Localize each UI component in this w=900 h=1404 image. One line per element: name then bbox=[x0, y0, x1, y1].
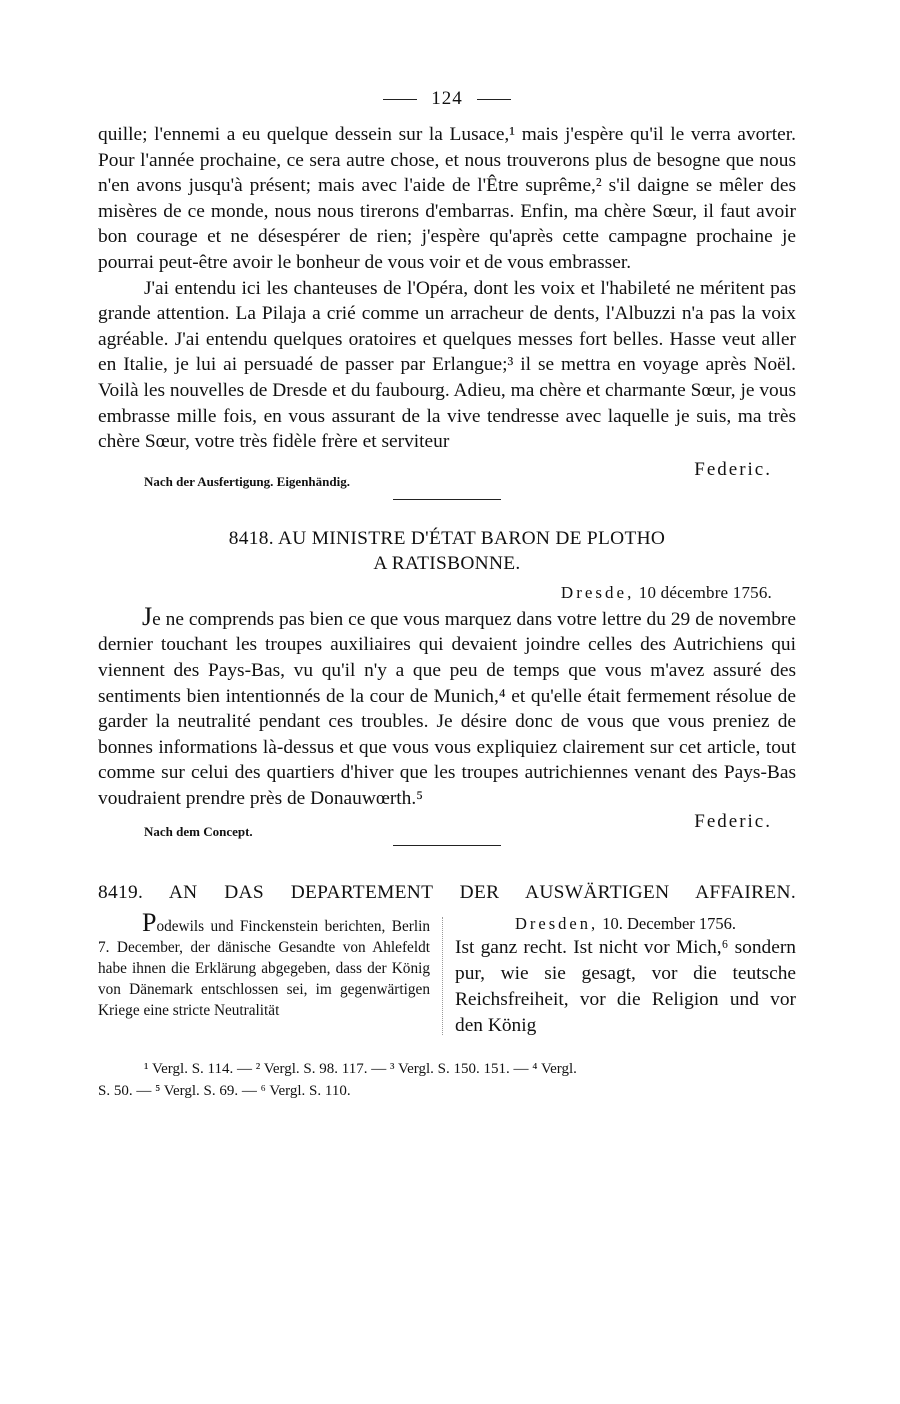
header-dash-left bbox=[383, 99, 417, 100]
letter-8418-title-line-1: 8418. AU MINISTRE D'ÉTAT BARON DE PLOTHO bbox=[228, 527, 666, 549]
letter-8419-dateline bbox=[455, 913, 796, 935]
letter-8419-summary bbox=[98, 908, 442, 1039]
letter-8419-summary-text: odewils und Finckenstein berichten, Berlin 7. December, der dänische Gesandte von Ahlefeldt habe ihnen die Erklärung abgegeben, dass der König von Dänemark entschlossen sei, im gegenwärtigen Kriege eine stricte Neutralität bbox=[98, 918, 430, 1019]
source-note-1: Nach der Ausfertigung. Eigenhändig. bbox=[144, 473, 350, 489]
letter-8419-reply-text: Ist ganz recht. Ist nicht vor Mich,⁶ sondern pur, wie sie gesagt, vor die teutsche Reichsfreiheit, vor die Religion und vor den König bbox=[455, 937, 796, 1037]
letter-8419-reply bbox=[443, 913, 796, 1039]
letter-8418-body-text: e ne comprends pas bien ce que vous marquez dans votre lettre du 29 de novembre dernier touchant les troupes auxiliaires qui devaient joindre celles des Autrichiens qui viennent des Pays-Bas, vu qu'il n'y a que peu de temps que vous m'avez assuré des sentiments bien intentionnés de la cour de Munich,⁴ et qu'elle était fermement résolue de garder la neutralité pendant ces troubles. Je désire donc de vous que vous preniez de bonnes informations là-dessus et que vous vous expliquiez clairement sur cet article, tout comme sur celui des quartiers d'hiver que les troupes autrichiennes venant des Pays-Bas voudraient prendre près de Donauwœrth.⁵ bbox=[98, 608, 796, 809]
letter-8418-date: 10 décembre 1756. bbox=[638, 582, 772, 602]
letter-8418-dateline bbox=[98, 582, 796, 604]
letter-8419-date-place: Dresden, bbox=[514, 914, 599, 934]
letter-cont-paragraph-2: J'ai entendu ici les chanteuses de l'Opéra, dont les voix et l'habileté ne méritent pas grande attention. La Pilaja a crié comme un arracheur de dents, l'Albuzzi n'a pas la voix agréable. J'ai entendu quelques oratoires et quelques messes fort belles. Hasse veut aller en Italie, je lui ai persuadé de passer par Erlangue;³ il se mettra en voyage après Noël. Voilà les nouvelles de Dresde et du faubourg. Adieu, ma chère et charmante Sœur, je vous embrasse mille fois, en vous assurant de la vive tendresse avec laquelle je suis, ma très chère Sœur, votre très fidèle frère et serviteur bbox=[98, 277, 796, 453]
signature-federic-1: Federic. bbox=[694, 458, 772, 480]
letter-8418-dropcap: J bbox=[142, 601, 153, 631]
document-page bbox=[98, 88, 796, 1102]
letter-8418-title-line-2: A RATISBONNE. bbox=[373, 552, 521, 574]
page-number: 124 bbox=[431, 88, 463, 109]
signature-row-2 bbox=[98, 811, 796, 845]
section-separator-2 bbox=[393, 845, 501, 846]
letter-8419-columns bbox=[98, 908, 796, 1039]
letter-cont-paragraph-1: quille; l'ennemi a eu quelque dessein sur la Lusace,¹ mais j'espère qu'il le verra avorter. Pour l'année prochaine, ce sera autre chose, et nous trouverons plus de besogne que nous n'en avons jusqu'à présent; mais avec l'aide de l'Être suprême,² s'il daigne se mêler des misères de ce monde, nous nous tirerons d'embarras. Enfin, ma chère Sœur, il faut avoir bon courage et ne désespérer de rien; j'espère qu'après cette campagne prochaine je pourrai peut-être avoir le bonheur de vous voir et de vous embrasser. bbox=[98, 124, 796, 273]
footnotes-line-2: S. 50. — ⁵ Vergl. S. 69. — ⁶ Vergl. S. 110. bbox=[98, 1082, 351, 1099]
signature-row-1 bbox=[98, 455, 796, 495]
header-dash-right bbox=[477, 99, 511, 100]
letter-8419-summary-indent bbox=[98, 918, 142, 935]
letter-8418-body bbox=[98, 601, 796, 812]
letter-8419-date: 10. December 1756. bbox=[602, 914, 737, 934]
page-header bbox=[98, 88, 796, 110]
letter-8418-date-place: Dresde, bbox=[560, 582, 635, 602]
section-separator-1 bbox=[393, 499, 501, 500]
letter-8419-dropcap: P bbox=[142, 908, 157, 938]
source-note-2: Nach dem Concept. bbox=[144, 824, 253, 840]
letter-8419-title: 8419. AN DAS DEPARTEMENT DER AUSWÄRTIGEN AFFAIREN. bbox=[98, 882, 796, 904]
signature-federic-2: Federic. bbox=[694, 811, 772, 833]
footnotes bbox=[98, 1059, 796, 1102]
footnotes-line-1: ¹ Vergl. S. 114. — ² Vergl. S. 98. 117. — ³ Vergl. S. 150. 151. — ⁴ Vergl. bbox=[144, 1061, 577, 1078]
